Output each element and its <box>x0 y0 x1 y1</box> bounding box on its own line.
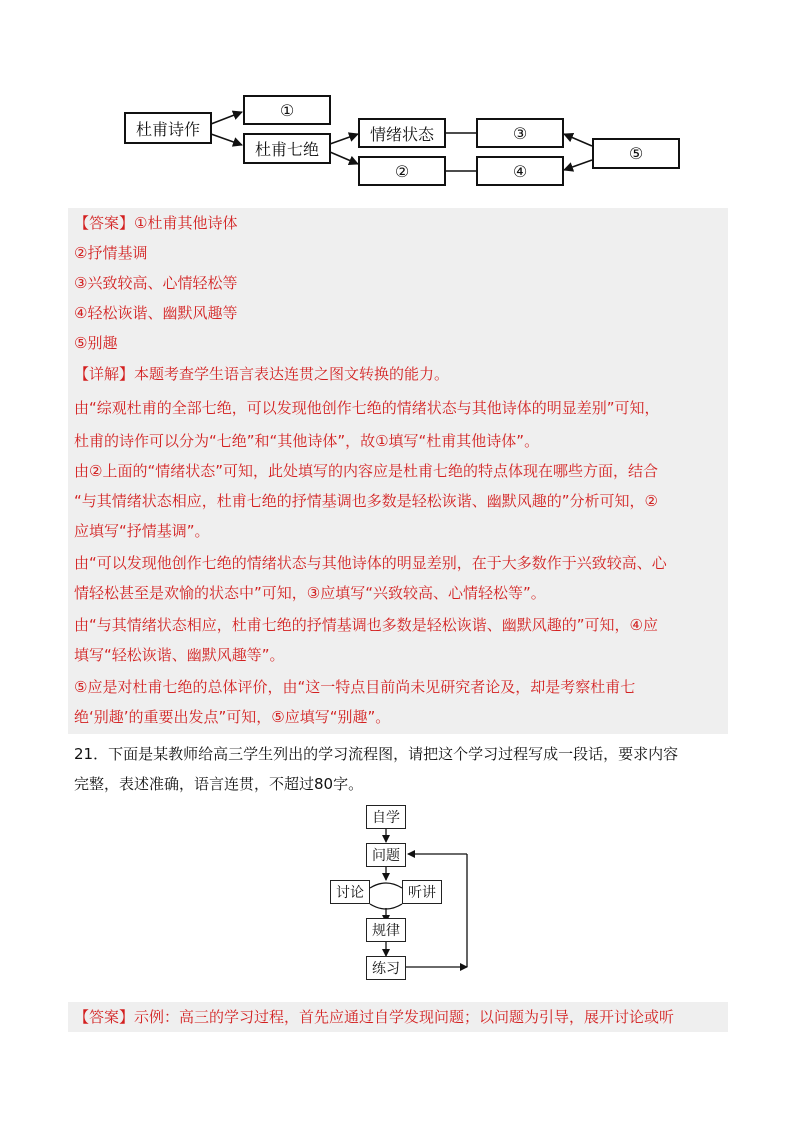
flow-node-taolun <box>330 880 370 904</box>
detail-tag: 【详解】 <box>74 365 135 383</box>
detail-line-0 <box>74 364 449 384</box>
flow-node-wenti <box>366 843 406 867</box>
detail-line-7: 情轻松甚至是欢愉的状态中”可知，③应填写“兴致较高、心情轻松等”。 <box>74 584 546 602</box>
detail-line-1: 由“综观杜甫的全部七绝，可以发现他创作七绝的情绪状态与其他诗体的明显差别”可知， <box>74 399 660 417</box>
question-21-line-1: 21．下面是某教师给高三学生列出的学习流程图，请把这个学习过程写成一段话，要求内容 <box>74 745 679 763</box>
node-dufu-shizuo <box>124 112 212 144</box>
detail-line-4: “与其情绪状态相应，杜甫七绝的抒情基调也多数是轻松诙谐、幽默风趣的”分析可知，② <box>74 492 658 510</box>
flow-node-lianxi <box>366 956 406 980</box>
node-label: 杜甫诗作 <box>135 119 200 139</box>
node-blank-1 <box>243 95 331 125</box>
flow-label: 规律 <box>372 923 400 939</box>
detail-text: 本题考查学生语言表达连贯之图文转换的能力。 <box>134 365 450 383</box>
question-21-line-2: 完整，表述准确，语言连贯，不超过80字。 <box>74 775 364 793</box>
answer-line-1 <box>74 213 237 233</box>
node-emotion-state <box>358 118 446 148</box>
detail-line-10: ⑤应是对杜甫七绝的总体评价，由“这一特点目前尚未见研究者论及，却是考察杜甫七 <box>74 678 636 696</box>
flow-node-tingjiang <box>402 880 442 904</box>
answer-21-tag: 【答案】 <box>74 1008 135 1026</box>
answer-21-text: 示例：高三的学习过程，首先应通过自学发现问题；以问题为引导，展开讨论或听 <box>134 1008 675 1026</box>
node-label: ⑤ <box>628 144 644 163</box>
answer-item-4: ④轻松诙谐、幽默风趣等 <box>74 304 238 322</box>
detail-line-9: 填写“轻松诙谐、幽默风趣等”。 <box>74 646 285 664</box>
answer-item-3: ③兴致较高、心情轻松等 <box>74 274 238 292</box>
detail-line-2: 杜甫的诗作可以分为“七绝”和“其他诗体”，故①填写“杜甫其他诗体”。 <box>74 432 540 450</box>
detail-line-3: 由②上面的“情绪状态”可知，此处填写的内容应是杜甫七绝的特点体现在哪些方面，结合 <box>74 462 658 480</box>
node-label: ③ <box>512 123 528 143</box>
node-label: ① <box>279 100 295 120</box>
flow-label: 听讲 <box>408 885 436 901</box>
node-label: ④ <box>512 161 528 181</box>
flow-label: 讨论 <box>336 885 364 901</box>
node-blank-3 <box>476 118 564 148</box>
answer-tag: 【答案】 <box>74 214 135 232</box>
node-label: ② <box>394 161 410 181</box>
node-blank-5 <box>592 138 680 169</box>
answer-item-1: ①杜甫其他诗体 <box>134 214 238 232</box>
node-blank-2 <box>358 156 446 186</box>
flow-node-guilv <box>366 918 406 942</box>
node-label: 情绪状态 <box>369 124 434 144</box>
node-blank-4 <box>476 156 564 186</box>
flow-label: 练习 <box>372 961 400 977</box>
node-dufu-qijue <box>243 133 331 164</box>
node-label: 杜甫七绝 <box>254 140 319 159</box>
flow-label: 问题 <box>372 848 400 864</box>
flow-node-zixue <box>366 805 406 829</box>
answer-item-5: ⑤别趣 <box>74 334 118 352</box>
flow-label: 自学 <box>372 810 400 826</box>
detail-line-6: 由“可以发现他创作七绝的情绪状态与其他诗体的明显差别，在于大多数作于兴致较高、心 <box>74 554 667 572</box>
detail-line-5: 应填写“抒情基调”。 <box>74 522 210 540</box>
answer-21-line <box>74 1007 674 1027</box>
answer-item-2: ②抒情基调 <box>74 244 148 262</box>
detail-line-11: 绝‘别趣’的重要出发点”可知，⑤应填写“别趣”。 <box>74 708 391 726</box>
detail-line-8: 由“与其情绪状态相应，杜甫七绝的抒情基调也多数是轻松诙谐、幽默风趣的”可知，④应 <box>74 616 658 634</box>
